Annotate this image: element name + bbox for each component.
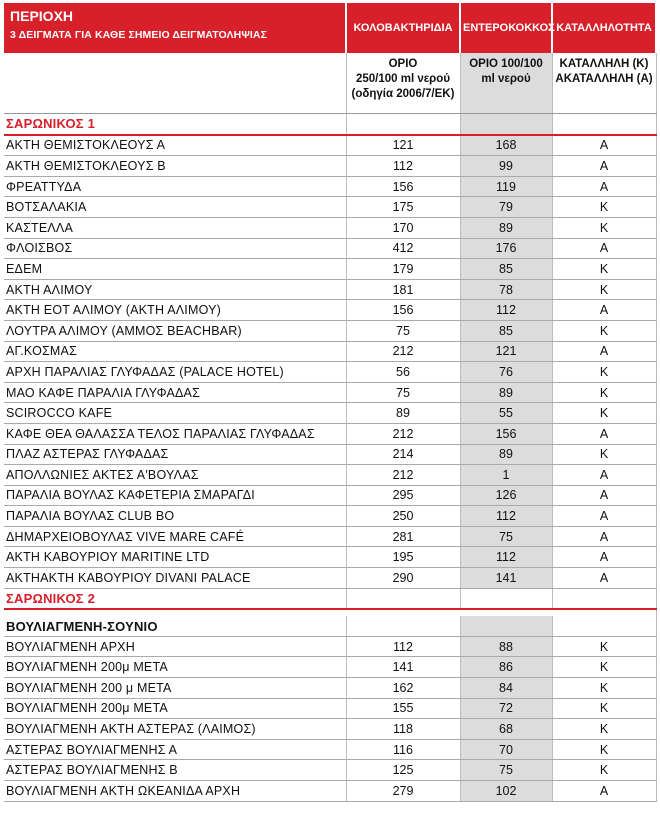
subsection-row-vouliagmeni-sounio [4, 616, 656, 636]
coliform-value: 56 [346, 362, 460, 383]
table-row [4, 259, 656, 280]
enterococcus-value: 89 [460, 382, 552, 403]
enterococcus-value: 75 [460, 526, 552, 547]
suitability-value: Κ [552, 760, 656, 781]
enterococcus-value: 168 [460, 135, 552, 156]
table-row [4, 423, 656, 444]
region-title: ΠΕΡΙΟΧΗ [10, 8, 74, 24]
section-title: ΣΑΡΩΝΙΚΟΣ 2 [4, 588, 346, 609]
suitability-legend-line-2: ΑΚΑΤΑΛΛΗΛΗ (Α) [555, 73, 653, 85]
coliform-value: 281 [346, 526, 460, 547]
enterococcus-limit-line-2: ml νερού [481, 73, 531, 85]
beach-name: ΑΚΤΗΑΚΤΗ ΚΑΒΟΥΡΙΟΥ DIVANI PALACE [4, 568, 346, 589]
table-row [4, 300, 656, 321]
coliform-value: 195 [346, 547, 460, 568]
table-row [4, 465, 656, 486]
suitability-legend [552, 53, 656, 114]
coliform-value: 175 [346, 197, 460, 218]
enterococcus-value: 89 [460, 444, 552, 465]
enterococcus-value: 72 [460, 698, 552, 719]
enterococcus-value: 1 [460, 465, 552, 486]
coliform-value: 121 [346, 135, 460, 156]
enterococcus-value: 78 [460, 279, 552, 300]
suitability-value: Κ [552, 719, 656, 740]
suitability-value: Α [552, 156, 656, 177]
table-row [4, 444, 656, 465]
suitability-header: ΚΑΤΑΛΛΗΛΟΤΗΤΑ [552, 3, 656, 53]
table-row [4, 197, 656, 218]
suitability-value: Κ [552, 444, 656, 465]
coliform-value: 155 [346, 698, 460, 719]
suitability-value: Κ [552, 657, 656, 678]
enterococcus-limit-line-1: ΟΡΙΟ 100/100 [469, 58, 543, 70]
beach-name: ΔΗΜΑΡΧΕΙΟΒΟΥΛΑΣ VIVE MARE CAFÉ [4, 526, 346, 547]
beach-name: SCIROCCO KAFE [4, 403, 346, 424]
coliform-limit-line-1: ΟΡΙΟ [388, 58, 418, 70]
coliform-value: 214 [346, 444, 460, 465]
suitability-value: Κ [552, 197, 656, 218]
table-row [4, 636, 656, 657]
beach-name: ΚΑΦΕ ΘΕΑ ΘΑΛΑΣΣΑ ΤΕΛΟΣ ΠΑΡΑΛΙΑΣ ΓΛΥΦΑΔΑΣ [4, 423, 346, 444]
coliform-value: 212 [346, 423, 460, 444]
beach-name: ΑΚΤΗ ΕΟΤ ΑΛΙΜΟΥ (ΑΚΤΗ ΑΛΙΜΟΥ) [4, 300, 346, 321]
beach-name: ΚΑΣΤΕΛΛΑ [4, 217, 346, 238]
coliform-value: 112 [346, 636, 460, 657]
table-row [4, 568, 656, 589]
table-row [4, 382, 656, 403]
beach-name: ΒΟΥΛΙΑΓΜΕΝΗ 200 μ ΜΕΤΑ [4, 678, 346, 699]
suitability-value: Α [552, 506, 656, 527]
beach-name: ΑΚΤΗ ΘΕΜΙΣΤΟΚΛΕΟΥΣ Β [4, 156, 346, 177]
beach-name: ΦΛΟΙΣΒΟΣ [4, 238, 346, 259]
enterococcus-value: 121 [460, 341, 552, 362]
coliform-value: 290 [346, 568, 460, 589]
table-row [4, 678, 656, 699]
suitability-value: Α [552, 526, 656, 547]
suitability-value: Α [552, 547, 656, 568]
coliform-value: 156 [346, 176, 460, 197]
coliform-value: 295 [346, 485, 460, 506]
enterococcus-value: 176 [460, 238, 552, 259]
coliform-value: 112 [346, 156, 460, 177]
enterococcus-limit [460, 53, 552, 114]
coliform-value: 250 [346, 506, 460, 527]
region-subtitle: 3 ΔΕΙΓΜΑΤΑ ΓΙΑ ΚΑΘΕ ΣΗΜΕΙΟ ΔΕΙΓΜΑΤΟΛΗΨΙΑΣ [10, 29, 268, 41]
suitability-value: Κ [552, 382, 656, 403]
table-row [4, 781, 656, 802]
coliform-value: 118 [346, 719, 460, 740]
water-quality-table-container [0, 3, 660, 816]
beach-name: ΠΑΡΑΛΙΑ ΒΟΥΛΑΣ ΚΑΦΕΤΕΡΙΑ ΣΜΑΡΑΓΔΙ [4, 485, 346, 506]
beach-name: ΑΣΤΕΡΑΣ ΒΟΥΛΙΑΓΜΕΝΗΣ Β [4, 760, 346, 781]
suitability-value: Κ [552, 362, 656, 383]
coliform-limit [346, 53, 460, 114]
enterococcus-value: 55 [460, 403, 552, 424]
beach-name: ΒΟΤΣΑΛΑΚΙΑ [4, 197, 346, 218]
table-row [4, 698, 656, 719]
coliform-value: 125 [346, 760, 460, 781]
region-header [4, 3, 346, 53]
beach-name: ΒΟΥΛΙΑΓΜΕΝΗ ΑΡΧΗ [4, 636, 346, 657]
suitability-value: Κ [552, 636, 656, 657]
enterococcus-value: 88 [460, 636, 552, 657]
table-row [4, 506, 656, 527]
table-row [4, 135, 656, 156]
enterococcus-value: 119 [460, 176, 552, 197]
suitability-value: Κ [552, 320, 656, 341]
suitability-value: Κ [552, 678, 656, 699]
enterococcus-value: 79 [460, 197, 552, 218]
enterococcus-value: 85 [460, 320, 552, 341]
enterococcus-value: 112 [460, 547, 552, 568]
suitability-value: Α [552, 485, 656, 506]
suitability-value: Α [552, 238, 656, 259]
enterococcus-value: 76 [460, 362, 552, 383]
table-row [4, 657, 656, 678]
beach-name: ΠΛΑΖ ΑΣΤΕΡΑΣ ΓΛΥΦΑΔΑΣ [4, 444, 346, 465]
suitability-value: Κ [552, 698, 656, 719]
table-row [4, 341, 656, 362]
coliform-value: 181 [346, 279, 460, 300]
table-row [4, 547, 656, 568]
enterococcus-value: 112 [460, 300, 552, 321]
table-body [4, 114, 656, 802]
subsection-title: ΒΟΥΛΙΑΓΜΕΝΗ-ΣΟΥΝΙΟ [4, 616, 346, 636]
enterococcus-value: 112 [460, 506, 552, 527]
coliform-value: 156 [346, 300, 460, 321]
limits-empty-cell [4, 53, 346, 114]
suitability-value: Α [552, 465, 656, 486]
header-row [4, 3, 656, 53]
water-quality-table [4, 3, 657, 802]
enterococcus-value: 84 [460, 678, 552, 699]
beach-name: ΑΣΤΕΡΑΣ ΒΟΥΛΙΑΓΜΕΝΗΣ Α [4, 739, 346, 760]
beach-name: ΒΟΥΛΙΑΓΜΕΝΗ ΑΚΤΗ ΑΣΤΕΡΑΣ (ΛΑΙΜΟΣ) [4, 719, 346, 740]
enterococcus-value: 75 [460, 760, 552, 781]
suitability-value: Κ [552, 279, 656, 300]
beach-name: ΑΚΤΗ ΘΕΜΙΣΤΟΚΛΕΟΥΣ Α [4, 135, 346, 156]
section-row-saronikos-1 [4, 114, 656, 135]
suitability-value: Α [552, 176, 656, 197]
enterococcus-value: 156 [460, 423, 552, 444]
table-row [4, 279, 656, 300]
table-row [4, 156, 656, 177]
coliform-value: 412 [346, 238, 460, 259]
beach-name: ΦΡΕΑΤΤΥΔΑ [4, 176, 346, 197]
suitability-value: Κ [552, 403, 656, 424]
table-row [4, 320, 656, 341]
coliform-value: 75 [346, 320, 460, 341]
table-row [4, 760, 656, 781]
table-row [4, 485, 656, 506]
coliform-value: 279 [346, 781, 460, 802]
enterococcus-value: 70 [460, 739, 552, 760]
beach-name: ΑΓ.ΚΟΣΜΑΣ [4, 341, 346, 362]
suitability-value: Κ [552, 259, 656, 280]
coliform-limit-line-3: (οδηγία 2006/7/ΕΚ) [351, 88, 455, 100]
coliform-value: 179 [346, 259, 460, 280]
suitability-legend-line-1: ΚΑΤΑΛΛΗΛΗ (Κ) [559, 58, 649, 70]
coliform-value: 141 [346, 657, 460, 678]
coliform-limit-line-2: 250/100 ml νερού [355, 73, 451, 85]
enterococcus-value: 141 [460, 568, 552, 589]
table-row [4, 238, 656, 259]
suitability-value: Κ [552, 217, 656, 238]
enterococcus-value: 99 [460, 156, 552, 177]
table-row [4, 739, 656, 760]
beach-name: ΕΔΕΜ [4, 259, 346, 280]
table-row [4, 719, 656, 740]
suitability-value: Α [552, 300, 656, 321]
suitability-value: Α [552, 568, 656, 589]
coliform-value: 75 [346, 382, 460, 403]
suitability-value: Α [552, 135, 656, 156]
limits-row [4, 53, 656, 114]
beach-name: ΜΑΟ ΚΑΦΕ ΠΑΡΑΛΙΑ ΓΛΥΦΑΔΑΣ [4, 382, 346, 403]
coliform-header: ΚΟΛΟΒΑΚΤΗΡΙΔΙΑ [346, 3, 460, 53]
table-row [4, 403, 656, 424]
coliform-value: 89 [346, 403, 460, 424]
suitability-value: Α [552, 423, 656, 444]
beach-name: ΑΡΧΗ ΠΑΡΑΛΙΑΣ ΓΛΥΦΑΔΑΣ (PALACE HOTEL) [4, 362, 346, 383]
beach-name: ΒΟΥΛΙΑΓΜΕΝΗ 200μ ΜΕΤΑ [4, 657, 346, 678]
beach-name: ΑΠΟΛΛΩΝΙΕΣ ΑΚΤΕΣ Α'ΒΟΥΛΑΣ [4, 465, 346, 486]
suitability-value: Α [552, 341, 656, 362]
beach-name: ΛΟΥΤΡΑ ΑΛΙΜΟΥ (ΑΜΜΟΣ BEACHBAR) [4, 320, 346, 341]
enterococcus-value: 68 [460, 719, 552, 740]
coliform-value: 116 [346, 739, 460, 760]
coliform-value: 212 [346, 341, 460, 362]
section-title: ΣΑΡΩΝΙΚΟΣ 1 [4, 114, 346, 135]
enterococcus-value: 102 [460, 781, 552, 802]
coliform-value: 212 [346, 465, 460, 486]
beach-name: ΒΟΥΛΙΑΓΜΕΝΗ ΑΚΤΗ ΩΚΕΑΝΙΔΑ ΑΡΧΗ [4, 781, 346, 802]
suitability-value: Κ [552, 739, 656, 760]
suitability-value: Α [552, 781, 656, 802]
beach-name: ΑΚΤΗ ΚΑΒΟΥΡΙΟΥ MARITINE LTD [4, 547, 346, 568]
table-row [4, 217, 656, 238]
table-row [4, 526, 656, 547]
enterococcus-header: ΕΝΤΕΡΟΚΟΚΚΟΣ [460, 3, 552, 53]
enterococcus-value: 126 [460, 485, 552, 506]
beach-name: ΒΟΥΛΙΑΓΜΕΝΗ 200μ ΜΕΤΑ [4, 698, 346, 719]
section-row-saronikos-2 [4, 588, 656, 609]
enterococcus-value: 89 [460, 217, 552, 238]
table-row [4, 176, 656, 197]
beach-name: ΠΑΡΑΛΙΑ ΒΟΥΛΑΣ CLUB BO [4, 506, 346, 527]
beach-name: ΑΚΤΗ ΑΛΙΜΟΥ [4, 279, 346, 300]
enterococcus-value: 86 [460, 657, 552, 678]
table-row [4, 362, 656, 383]
enterococcus-value: 85 [460, 259, 552, 280]
coliform-value: 162 [346, 678, 460, 699]
coliform-value: 170 [346, 217, 460, 238]
